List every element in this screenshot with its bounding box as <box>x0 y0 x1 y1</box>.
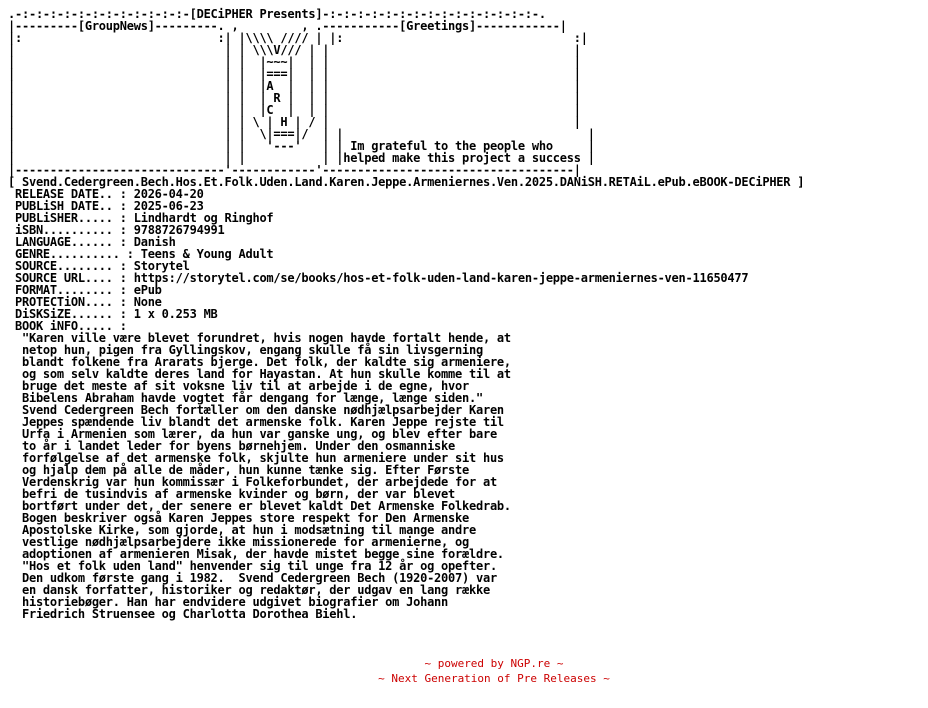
book-info-line: forfølgelse af det armenske folk, skjulte hun armeniere under sit hus <box>8 451 504 465</box>
info-source-url: SOURCE URL.... : https://storytel.com/se/books/hos-et-folk-uden-land-karen-jeppe-armeniernes-ven-11650477 <box>8 271 749 285</box>
nfo-header-line: | | | \ | H | / | | <box>8 115 581 129</box>
nfo-header-line: |---------[GroupNews]---------. , , .-----------[Greetings]------------| <box>8 19 567 33</box>
info-genre: GENRE.......... : Teens & Young Adult <box>8 247 274 261</box>
nfo-header-line: | | | | R | | | | <box>8 91 581 105</box>
nfo-header-line: | | | \|===|/ | | | <box>8 127 595 141</box>
book-info-line: og som selv kaldte deres land for Hayastan. At hun skulle komme til at <box>8 367 511 381</box>
book-info-line: Bibelens Abraham havde vogtet får dengang for længe, længe siden." <box>8 391 483 405</box>
info-source: SOURCE........ : Storytel <box>8 259 190 273</box>
nfo-header-line: | | | |A | | | | <box>8 79 581 93</box>
nfo-header-line: |------------------------------'------------'------------------------------------| <box>8 163 581 177</box>
info-book-info-label: BOOK iNFO..... : <box>8 319 127 333</box>
book-info-line: Jeppes spændende liv blandt det armenske folk. Karen Jeppe rejste til <box>8 415 504 429</box>
book-info-line: adoptionen af armenieren Misak, der havde mistet begge sine forældre. <box>8 547 504 561</box>
nfo-header-line: | | | |===| | | | <box>8 67 581 81</box>
book-info-line: og hjalp dem på alle de måder, hun kunne tænke sig. Efter Første <box>8 463 469 477</box>
book-info-line: "Karen ville være blevet forundret, hvis nogen havde fortalt hende, at <box>8 331 511 345</box>
info-protection: PROTECTiON.... : None <box>8 295 162 309</box>
footer-tagline: ~ Next Generation of Pre Releases ~ <box>378 672 610 685</box>
info-isbn: iSBN.......... : 9788726794991 <box>8 223 225 237</box>
book-info-line: Friedrich Struensee og Charlotta Dorothea Biehl. <box>8 607 358 621</box>
book-info-line: Bogen beskriver også Karen Jeppes store respekt for Den Armenske <box>8 511 469 525</box>
book-info-line: blandt folkene fra Ararats bjerge. Det folk, der kaldte sig armeniere, <box>8 355 511 369</box>
nfo-header-line: |: :| |\\\\ //// | |: :| <box>8 31 588 45</box>
info-release-date: RELEASE DATE.. : 2026-04-20 <box>8 187 204 201</box>
book-info-line: Verdenskrig var hun kommissær i Folkeforbundet, der arbejdede for at <box>8 475 497 489</box>
book-info-line: Den udkom første gang i 1982. Svend Cedergreen Bech (1920-2007) var <box>8 571 497 585</box>
book-info-line: befri de tusindvis af armenske kvinder og børn, der var blevet <box>8 487 456 501</box>
book-info-line: bortført under det, der senere er blevet kaldt Det Armenske Folkedrab. <box>8 499 511 513</box>
book-info-line: Svend Cedergreen Bech fortæller om den danske nødhjælpsarbejder Karen <box>8 403 504 417</box>
book-info-line: bruge det meste af sit voksne liv til at arbejde i de egne, hvor <box>8 379 469 393</box>
nfo-header-line: .-:-:-:-:-:-:-:-:-:-:-:-:-[DECiPHER Presents]-:-:-:-:-:-:-:-:-:-:-:-:-:-:-:-. <box>8 7 546 21</box>
nfo-header-line: | | | '---' | | Im grateful to the people who | <box>8 139 595 153</box>
info-publisher: PUBLiSHER..... : Lindhardt og Ringhof <box>8 211 274 225</box>
nfo-header-line: | | | \\\V/// | | | <box>8 43 581 57</box>
release-name: [ Svend.Cedergreen.Bech.Hos.Et.Folk.Uden.Land.Karen.Jeppe.Armeniernes.Ven.2025.DANiSH.RETAiL.ePub.eBOOK-DECiPHER ] <box>8 175 805 189</box>
info-disksize: DiSKSiZE...... : 1 x 0.253 MB <box>8 307 218 321</box>
nfo-header-line: | | | |~~~| | | | <box>8 55 581 69</box>
book-info-line: en dansk forfatter, historiker og redaktør, der udgav en lang række <box>8 583 490 597</box>
nfo-text <box>8 8 804 620</box>
book-info-line: "Hos et folk uden land" henvender sig til unge fra 12 år og opefter. <box>8 559 497 573</box>
info-format: FORMAT........ : ePub <box>8 283 162 297</box>
book-info-line: historiebøger. Han har endvidere udgivet biografier om Johann <box>8 595 449 609</box>
book-info-line: Urfa i Armenien som lærer, da hun var ganske ung, og blev efter bare <box>8 427 497 441</box>
info-language: LANGUAGE...... : Danish <box>8 235 176 249</box>
nfo-header-line: | | | |C | | | | <box>8 103 581 117</box>
footer-powered-by: ~ powered by NGP.re ~ <box>424 657 564 670</box>
book-info-line: Apostolske Kirke, som gjorde, at hun i modsætning til mange andre <box>8 523 476 537</box>
book-info-line: netop hun, pigen fra Gyllingskov, engang skulle få sin livsgerning <box>8 343 483 357</box>
book-info-line: vestlige nødhjælpsarbejdere ikke missionerede for armenierne, og <box>8 535 469 549</box>
nfo-header-line: | | | | |helped make this project a success | <box>8 151 595 165</box>
book-info-line: to år i landet leder for byens børnehjem. Under den osmanniske <box>8 439 456 453</box>
info-publish-date: PUBLiSH DATE.. : 2025-06-23 <box>8 199 204 213</box>
